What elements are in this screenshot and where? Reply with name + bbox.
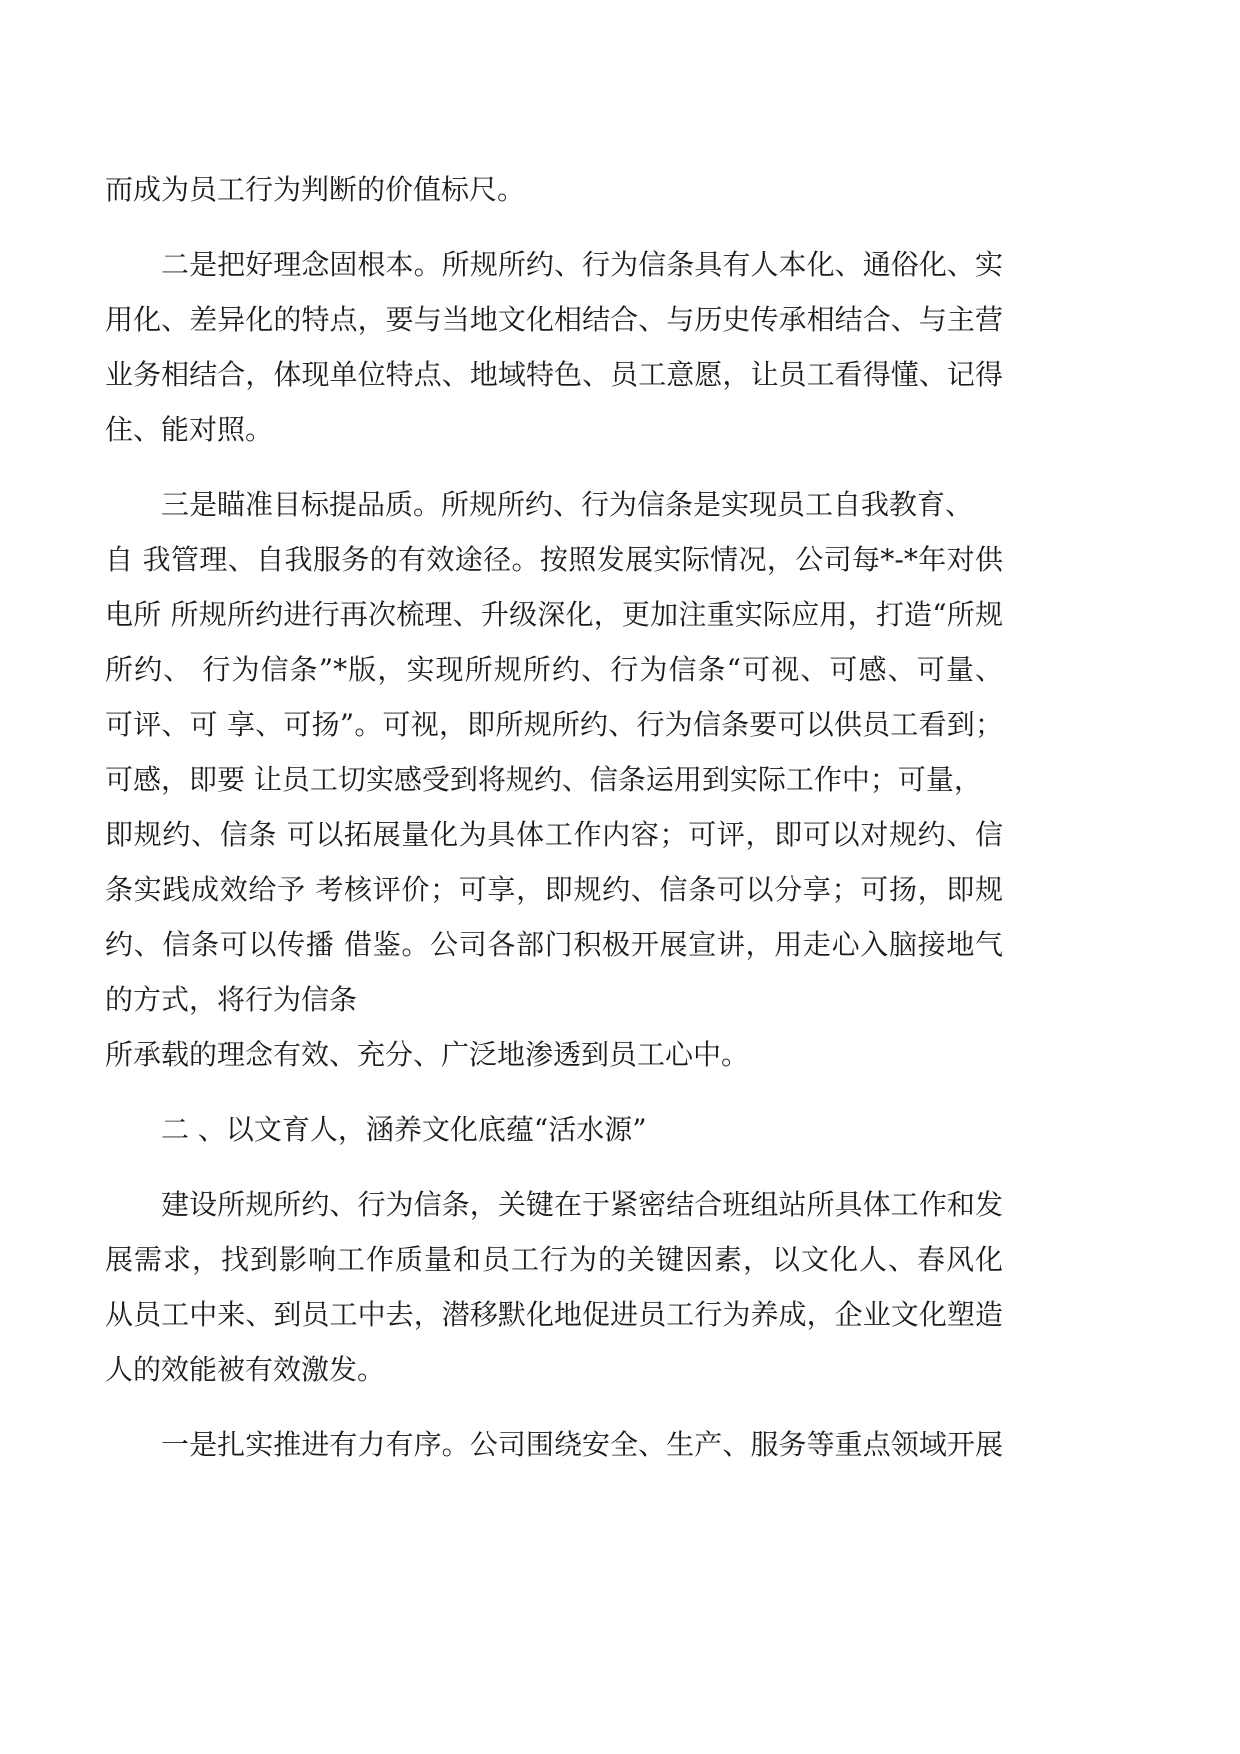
text-line: 人的效能被有效激发。 bbox=[105, 1353, 386, 1386]
text-line: 所约、 行为信条”*版，实现所规所约、行为信条“可视、可感、可量、 bbox=[105, 653, 1003, 686]
text-line: 三是瞄准目标提品质。所规所约、行为信条是实现员工自我教育、 bbox=[161, 488, 974, 521]
text-line: 二是把好理念固根本。所规所约、行为信条具有人本化、通俗化、实 bbox=[161, 248, 1003, 281]
text-line: 可评、可 享、可扬”。可视，即所规所约、行为信条要可以供员工看到； bbox=[105, 708, 1003, 741]
paragraph-continuation bbox=[105, 162, 1003, 217]
text-line: 约、信条可以传播 借鉴。公司各部门积极开展宣讲，用走心入脑接地气 bbox=[105, 928, 1003, 961]
section-heading-text: 二 、以文育人，涵养文化底蕴“活水源” bbox=[161, 1113, 647, 1146]
paragraph-quality bbox=[105, 477, 1003, 1082]
paragraph-culture bbox=[105, 1177, 1003, 1397]
text-line: 业务相结合，体现单位特点、地域特色、员工意愿，让员工看得懂、记得 bbox=[105, 358, 1003, 391]
section-heading bbox=[105, 1102, 1003, 1157]
paragraph-concept bbox=[105, 237, 1003, 457]
text-line: 展需求，找到影响工作质量和员工行为的关键因素，以文化人、春风化 bbox=[105, 1243, 1003, 1276]
text-line: 而成为员工行为判断的价值标尺。 bbox=[105, 173, 526, 206]
text-line: 一是扎实推进有力有序。公司围绕安全、生产、服务等重点领域开展 bbox=[161, 1428, 1003, 1461]
text-line: 住、能对照。 bbox=[105, 413, 274, 446]
text-line: 自 我管理、自我服务的有效途径。按照发展实际情况，公司每*-*年对供 bbox=[105, 543, 1003, 576]
paragraph-advance bbox=[105, 1417, 1003, 1472]
text-line: 用化、差异化的特点，要与当地文化相结合、与历史传承相结合、与主营 bbox=[105, 303, 1003, 336]
text-line: 电所 所规所约进行再次梳理、升级深化，更加注重实际应用，打造“所规 bbox=[105, 598, 1003, 631]
text-line: 可感，即要 让员工切实感受到将规约、信条运用到实际工作中；可量， bbox=[105, 763, 982, 796]
text-line: 所承载的理念有效、充分、广泛地渗透到员工心中。 bbox=[105, 1038, 750, 1071]
document-body bbox=[105, 162, 1003, 1472]
text-line: 条实践成效给予 考核评价；可享，即规约、信条可以分享；可扬，即规 bbox=[105, 873, 1003, 906]
text-line: 从员工中来、到员工中去，潜移默化地促进员工行为养成，企业文化塑造 bbox=[105, 1298, 1003, 1331]
text-line: 的方式，将行为信条 bbox=[105, 983, 358, 1016]
text-line: 建设所规所约、行为信条，关键在于紧密结合班组站所具体工作和发 bbox=[161, 1188, 1003, 1221]
text-line: 即规约、信条 可以拓展量化为具体工作内容；可评，即可以对规约、信 bbox=[105, 818, 1003, 851]
